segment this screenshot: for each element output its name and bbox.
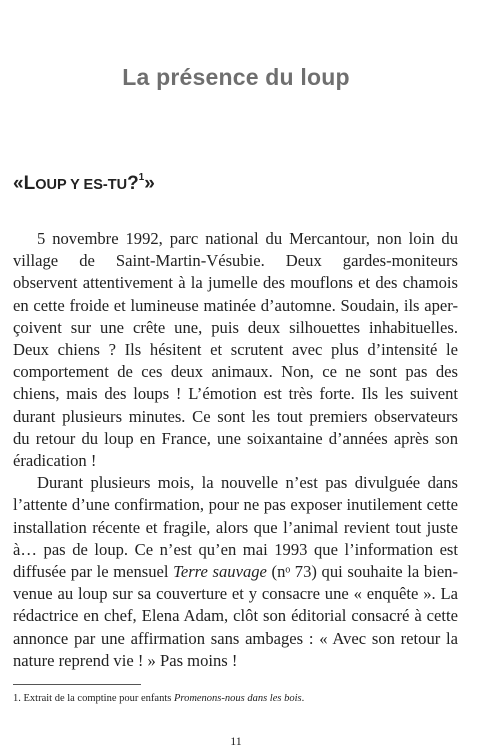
paragraph-1: 5 novembre 1992, parc national du Mercantour, non loin du village de Saint-Martin-Vésubie. Deux gardes-moniteurs observent attentivement à la jumelle des mouflons et des chamois en cette froide et lumineuse matinée d’automne. Soudain, ils aper-çoivent sur une crête une, puis deux silhouettes inhabituelles. Deux chiens ? Ils hésitent et scrutent avec plus d’intensité le comportement de ces deux animaux. Non, ce ne sont pas des chiens, mais des loups ! L’émotion est très forte. Ils les suivent durant plusieurs minutes. Ce sont les tout premiers observateurs du retour du loup en France, une soixantaine d’années après son éradication ! bbox=[13, 229, 458, 471]
paragraph-2-part-a: Durant plusieurs mois, la nouvelle n’est pas divulguée dans l’attente d’une confirmation, pour ne pas exposer inutilement cette installation récente et fragile, alors que l’animal revient tout juste à… pas de loup. Ce n’est qu’en mai 1993 que l’information est diffusée par le mensuel bbox=[13, 473, 458, 582]
heading-open-quote: « bbox=[13, 173, 24, 194]
chapter-title: La présence du loup bbox=[122, 64, 350, 90]
footnote-text-b: . bbox=[301, 693, 305, 704]
body-text bbox=[13, 228, 458, 672]
magazine-title: Terre sauvage bbox=[173, 562, 267, 582]
heading-close-quote: » bbox=[144, 173, 155, 194]
paragraph-2-part-b: (nᵒ 73) qui souhaite la bien-venue au loup sur sa couverture et y consacre une « enquête ». La rédactrice en chef, Elena Adam, clôt son éditorial consacré à cette annonce par une affirmation sans ambages : « Avec son retour la nature reprend vie ! » Pas moins ! bbox=[13, 562, 459, 670]
footnote-reference[interactable]: 1 bbox=[138, 171, 145, 183]
footnote bbox=[13, 692, 458, 705]
footnote-song-title: Promenons-nous dans les bois bbox=[173, 693, 302, 704]
heading-smallcaps-text: OUP Y ES-TU bbox=[35, 177, 128, 193]
page-number: 11 bbox=[230, 734, 242, 748]
paragraph-2 bbox=[13, 472, 458, 672]
section-heading bbox=[13, 173, 155, 195]
heading-question-mark: ? bbox=[127, 173, 139, 194]
footnote-divider bbox=[13, 684, 141, 685]
heading-initial: L bbox=[23, 173, 36, 194]
footnote-text-a: 1. Extrait de la comptine pour enfants bbox=[13, 693, 174, 704]
